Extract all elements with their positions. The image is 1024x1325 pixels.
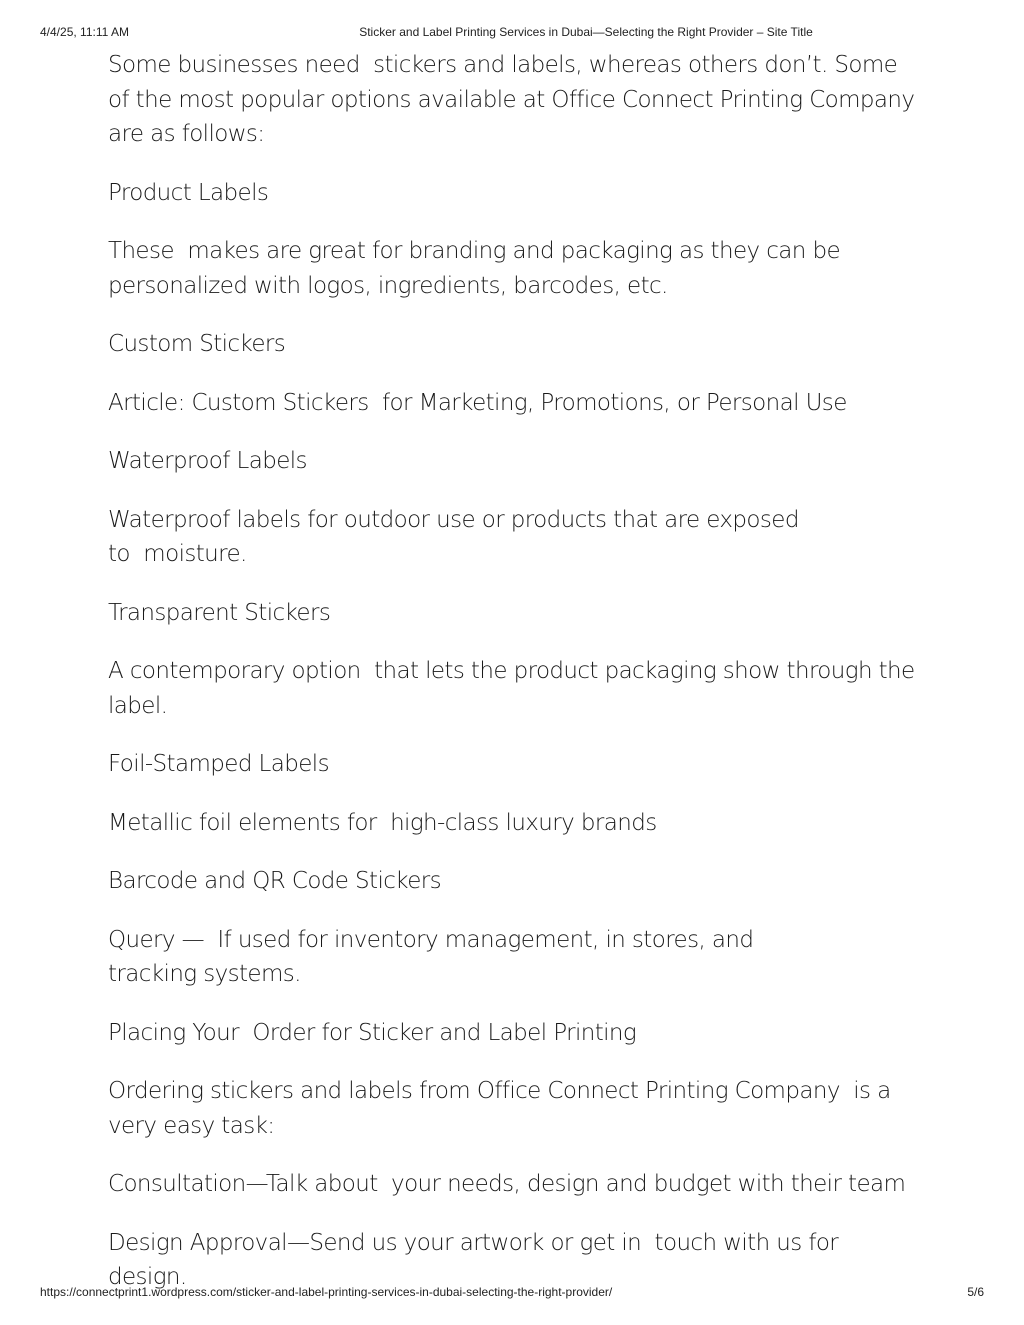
section-heading-custom-stickers: Custom Stickers bbox=[108, 331, 286, 357]
print-footer bbox=[0, 1285, 1024, 1301]
waterproof-labels-description: Waterproof labels for outdoor use or products that are exposed to moisture. bbox=[108, 506, 799, 567]
section-heading-foil-stamped-labels: Foil-Stamped Labels bbox=[108, 751, 329, 777]
foil-stamped-labels-description: Metallic foil elements for high-class luxury brands bbox=[108, 809, 657, 836]
section-heading-barcode-qr-stickers: Barcode and QR Code Stickers bbox=[108, 868, 441, 894]
print-date: 4/4/25, 11:11 AM bbox=[40, 25, 129, 39]
article-body bbox=[108, 48, 922, 1319]
print-header bbox=[0, 25, 1024, 41]
placing-order-description: Ordering stickers and labels from Office Connect Printing Company is a very easy task: bbox=[108, 1078, 898, 1139]
print-page-title: Sticker and Label Printing Services in Dubai—Selecting the Right Provider – Site Title bbox=[359, 25, 813, 39]
custom-stickers-description: Article: Custom Stickers for Marketing, Promotions, or Personal Use bbox=[108, 389, 847, 416]
barcode-qr-stickers-description: Query — If used for inventory management, in stores, and tracking systems. bbox=[108, 926, 754, 987]
print-page-number: 5/6 bbox=[967, 1285, 984, 1299]
print-page-url: https://connectprint1.wordpress.com/sticker-and-label-printing-services-in-dubai-selecting-the-right-provider/ bbox=[40, 1285, 613, 1299]
section-heading-placing-order: Placing Your Order for Sticker and Label Printing bbox=[108, 1019, 637, 1046]
section-heading-product-labels: Product Labels bbox=[108, 179, 269, 206]
step-design-approval: Design Approval—Send us your artwork or get in touch with us for design. bbox=[108, 1229, 845, 1290]
transparent-stickers-description: A contemporary option that lets the product packaging show through the label. bbox=[108, 658, 922, 719]
step-consultation: Consultation—Talk about your needs, design and budget with their team bbox=[108, 1171, 906, 1197]
intro-paragraph: Some businesses need stickers and labels, whereas others don’t. Some of the most popular options available at Office Connect Printing Company are as follows: bbox=[108, 52, 922, 147]
section-heading-waterproof-labels: Waterproof Labels bbox=[108, 448, 307, 474]
product-labels-description: These makes are great for branding and packaging as they can be personalized with logos, ingredients, barcodes, etc. bbox=[108, 238, 847, 299]
section-heading-transparent-stickers: Transparent Stickers bbox=[108, 599, 331, 626]
